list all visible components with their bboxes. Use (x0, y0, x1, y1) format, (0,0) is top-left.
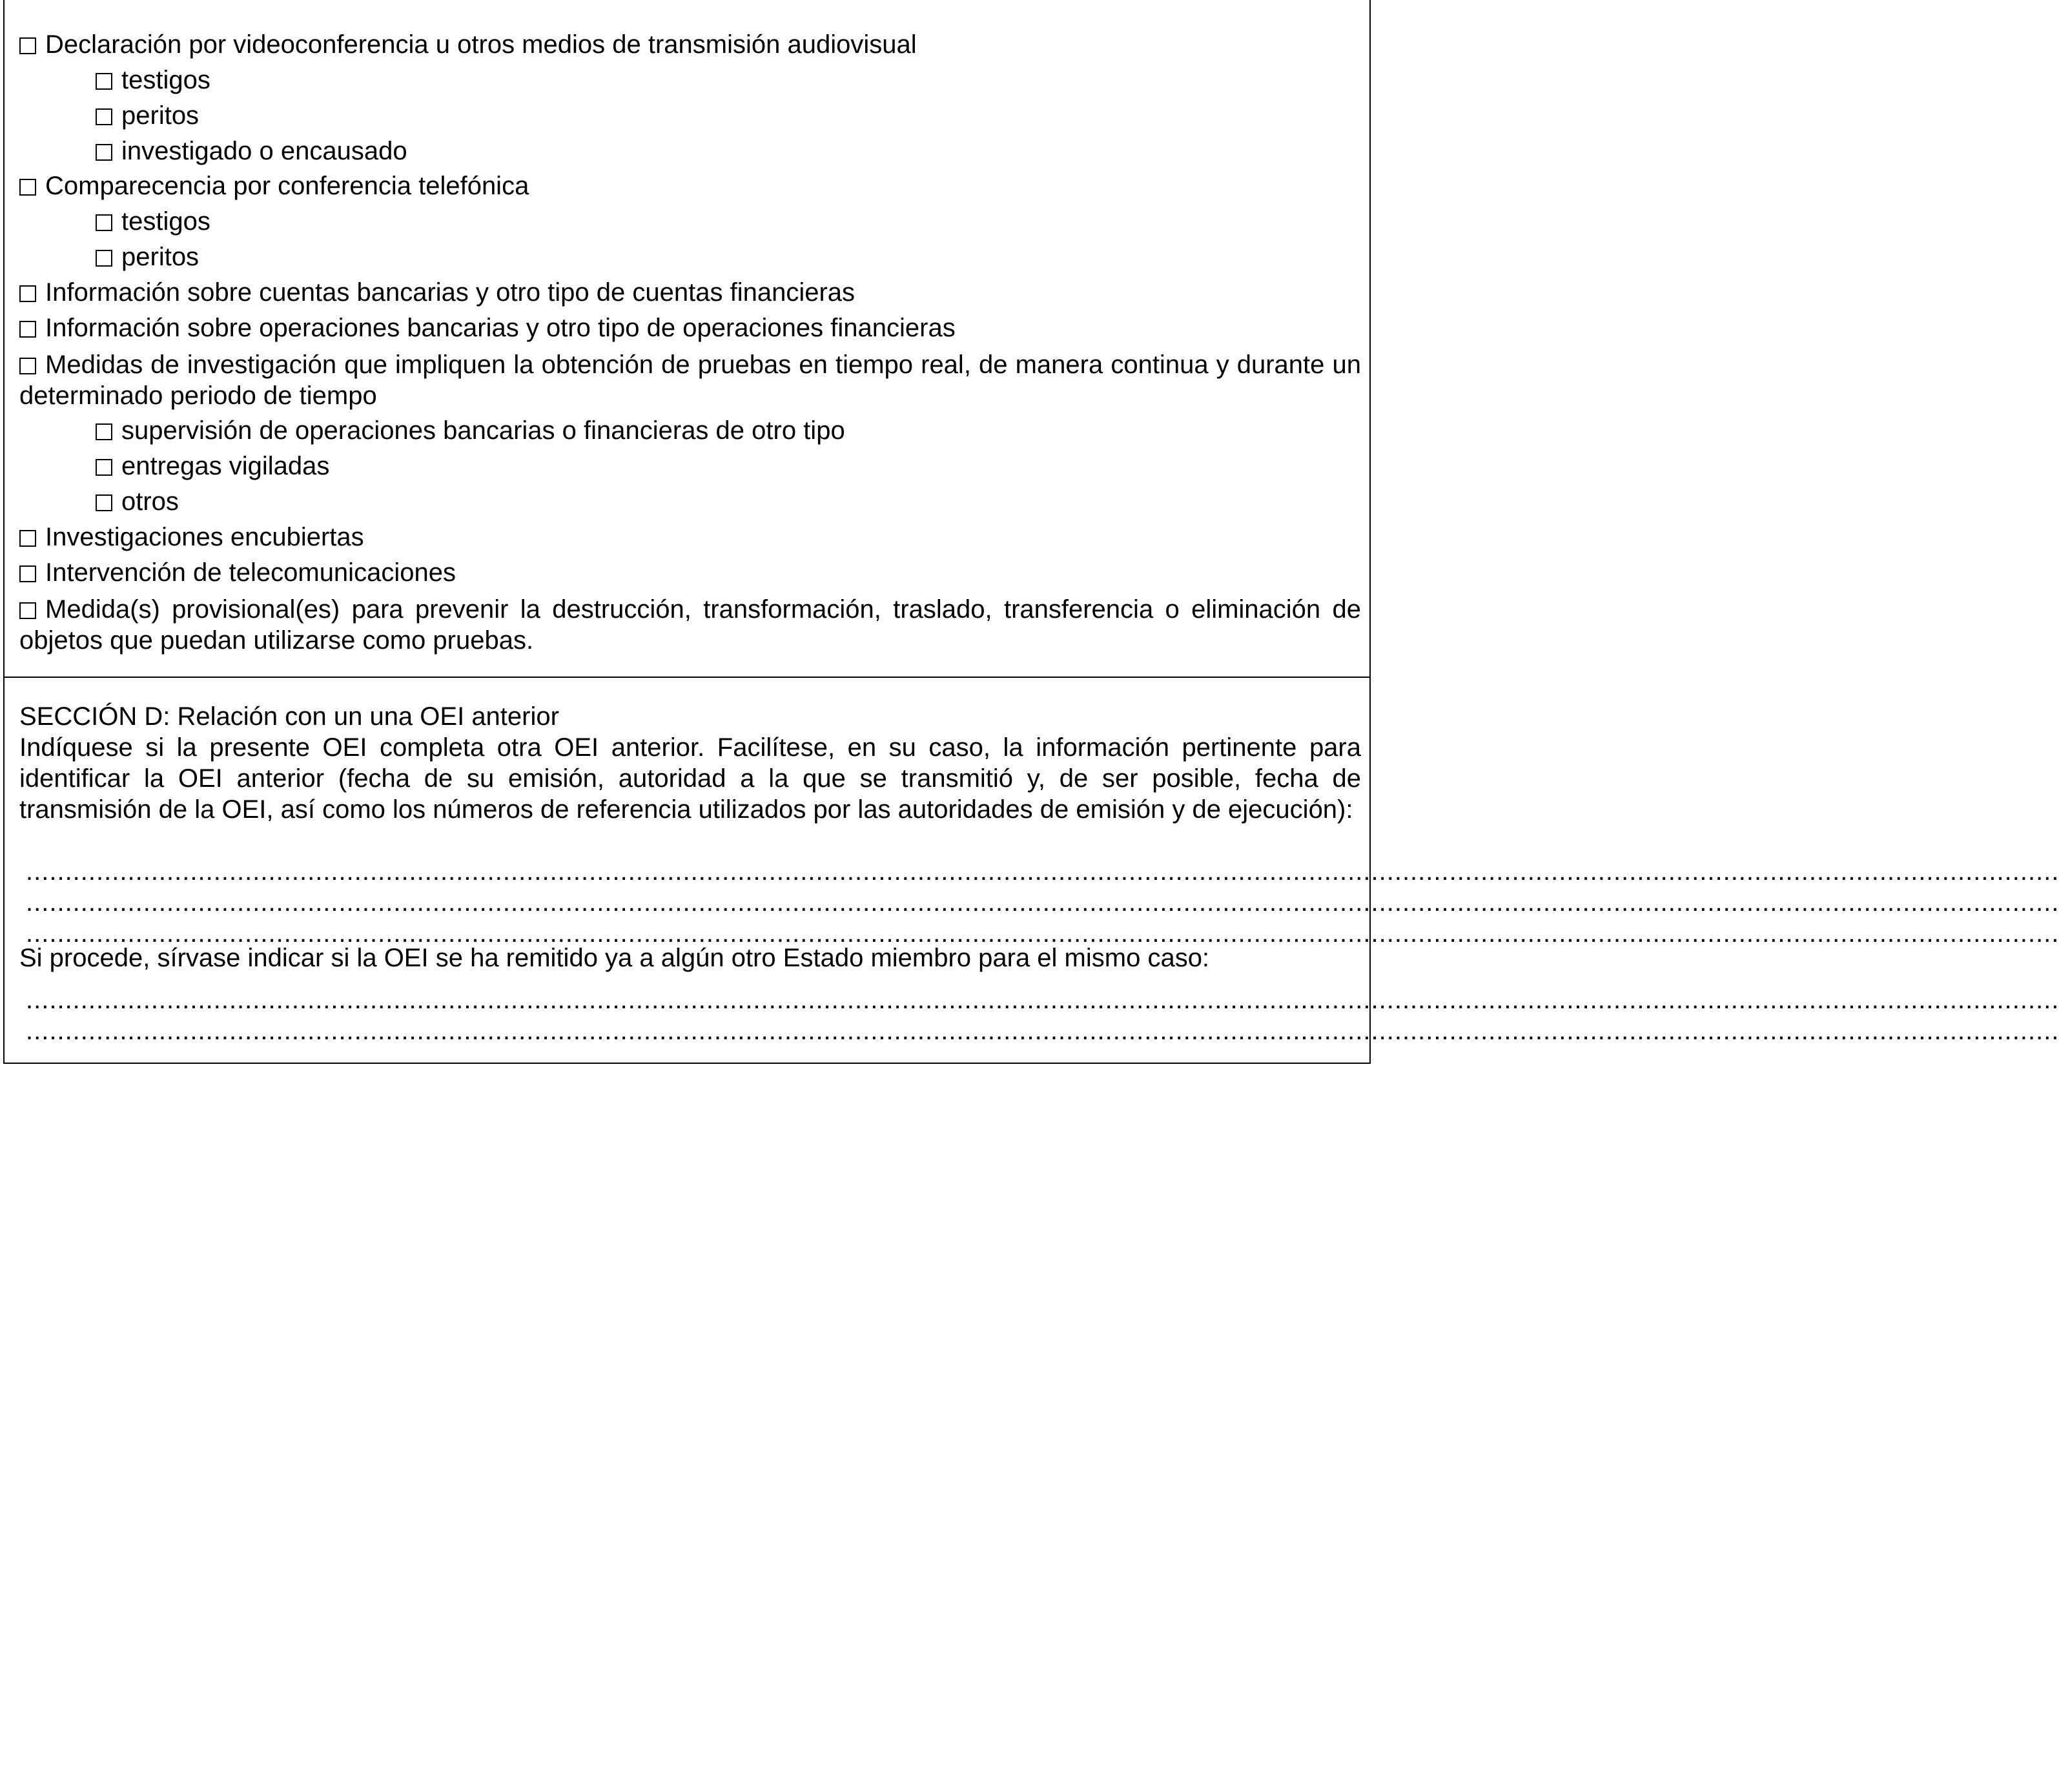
option-bank-operations-info[interactable] (19, 312, 956, 343)
option-provisional-measures[interactable] (19, 594, 1361, 656)
option-label: testigos (121, 207, 210, 236)
checkbox[interactable] (96, 250, 112, 267)
option-label: Comparecencia por conferencia telefónica (45, 172, 529, 200)
other-member-state-field[interactable]: .................................................................................................................................................................................................................................................................... (26, 986, 2059, 1014)
form-box (3, 0, 2059, 1064)
option-videoconference-witnesses[interactable] (96, 65, 210, 96)
option-telecom-interception[interactable] (19, 557, 456, 588)
option-label: investigado o encausado (121, 137, 407, 165)
checkbox[interactable] (96, 214, 112, 231)
section-d-title: SECCIÓN D: Relación con un una OEI anterior (19, 702, 559, 731)
previous-eio-info-field[interactable]: .................................................................................................................................................................................................................................................................... (26, 919, 2059, 948)
option-label: Información sobre cuentas bancarias y otro tipo de cuentas financieras (45, 278, 855, 307)
option-controlled-deliveries[interactable] (96, 451, 329, 482)
checkbox[interactable] (96, 73, 112, 90)
option-real-time-evidence[interactable] (19, 349, 1361, 411)
option-videoconference-suspect[interactable] (96, 136, 407, 167)
option-label: otros (121, 487, 179, 516)
option-telephone-conference[interactable] (19, 170, 529, 201)
option-label: Declaración por videoconferencia u otros medios de transmisión audiovisual (45, 30, 917, 59)
section-d-instruction: Indíquese si la presente OEI completa otra OEI anterior. Facilítese, en su caso, la información pertinente para identificar la OEI anterior (fecha de su emisión, autoridad a la que se transmitió y, de ser posible, fecha de transmisión de la OEI, así como los números de referencia utilizados por las autoridades de emisión y de ejecución): (19, 733, 1361, 824)
option-covert-investigations[interactable] (19, 522, 364, 553)
option-telephone-experts[interactable] (96, 241, 199, 272)
option-videoconference[interactable] (19, 29, 917, 60)
checkbox[interactable] (96, 144, 112, 161)
option-label: Investigaciones encubiertas (45, 523, 364, 551)
checkbox[interactable] (19, 285, 36, 302)
option-label: peritos (121, 243, 200, 271)
checkbox[interactable] (96, 423, 112, 440)
checkbox[interactable] (19, 179, 36, 196)
option-telephone-witnesses[interactable] (96, 206, 210, 237)
checkbox[interactable] (96, 459, 112, 476)
option-label: entregas vigiladas (121, 452, 330, 480)
option-monitoring-operations[interactable] (96, 415, 845, 446)
option-label: Intervención de telecomunicaciones (45, 558, 456, 587)
option-label: Información sobre operaciones bancarias y otro tipo de operaciones financieras (45, 314, 956, 342)
checkbox[interactable] (19, 565, 36, 582)
section-d (5, 678, 2059, 1063)
checkbox[interactable] (19, 530, 36, 547)
option-videoconference-experts[interactable] (96, 100, 199, 131)
option-label: supervisión de operaciones bancarias o financieras de otro tipo (121, 416, 845, 445)
checkbox[interactable] (96, 108, 112, 125)
checkbox[interactable] (96, 494, 112, 511)
section-d-member-state-question: Si procede, sírvase indicar si la OEI se ha remitido ya a algún otro Estado miembro para el mismo caso: (19, 944, 1210, 972)
previous-eio-info-field[interactable]: .................................................................................................................................................................................................................................................................... (26, 857, 2059, 886)
option-label: testigos (121, 66, 210, 94)
option-label: Medida(s) provisional(es) para prevenir la destrucción, transformación, traslado, transferencia o eliminación de objetos que puedan utilizarse como pruebas. (19, 595, 1361, 655)
section-c-measures-list (5, 0, 1369, 678)
checkbox[interactable] (19, 358, 36, 374)
checkbox[interactable] (19, 321, 36, 338)
checkbox[interactable] (19, 602, 36, 619)
option-bank-accounts-info[interactable] (19, 277, 855, 308)
option-label: Medidas de investigación que impliquen la obtención de pruebas en tiempo real, de manera continua y durante un determinado periodo de tiempo (19, 351, 1361, 410)
previous-eio-info-field[interactable]: .................................................................................................................................................................................................................................................................... (26, 888, 2059, 917)
option-others[interactable] (96, 486, 179, 517)
other-member-state-field[interactable]: .................................................................................................................................................................................................................................................................... (26, 1017, 2059, 1045)
option-label: peritos (121, 101, 200, 130)
checkbox[interactable] (19, 37, 36, 54)
